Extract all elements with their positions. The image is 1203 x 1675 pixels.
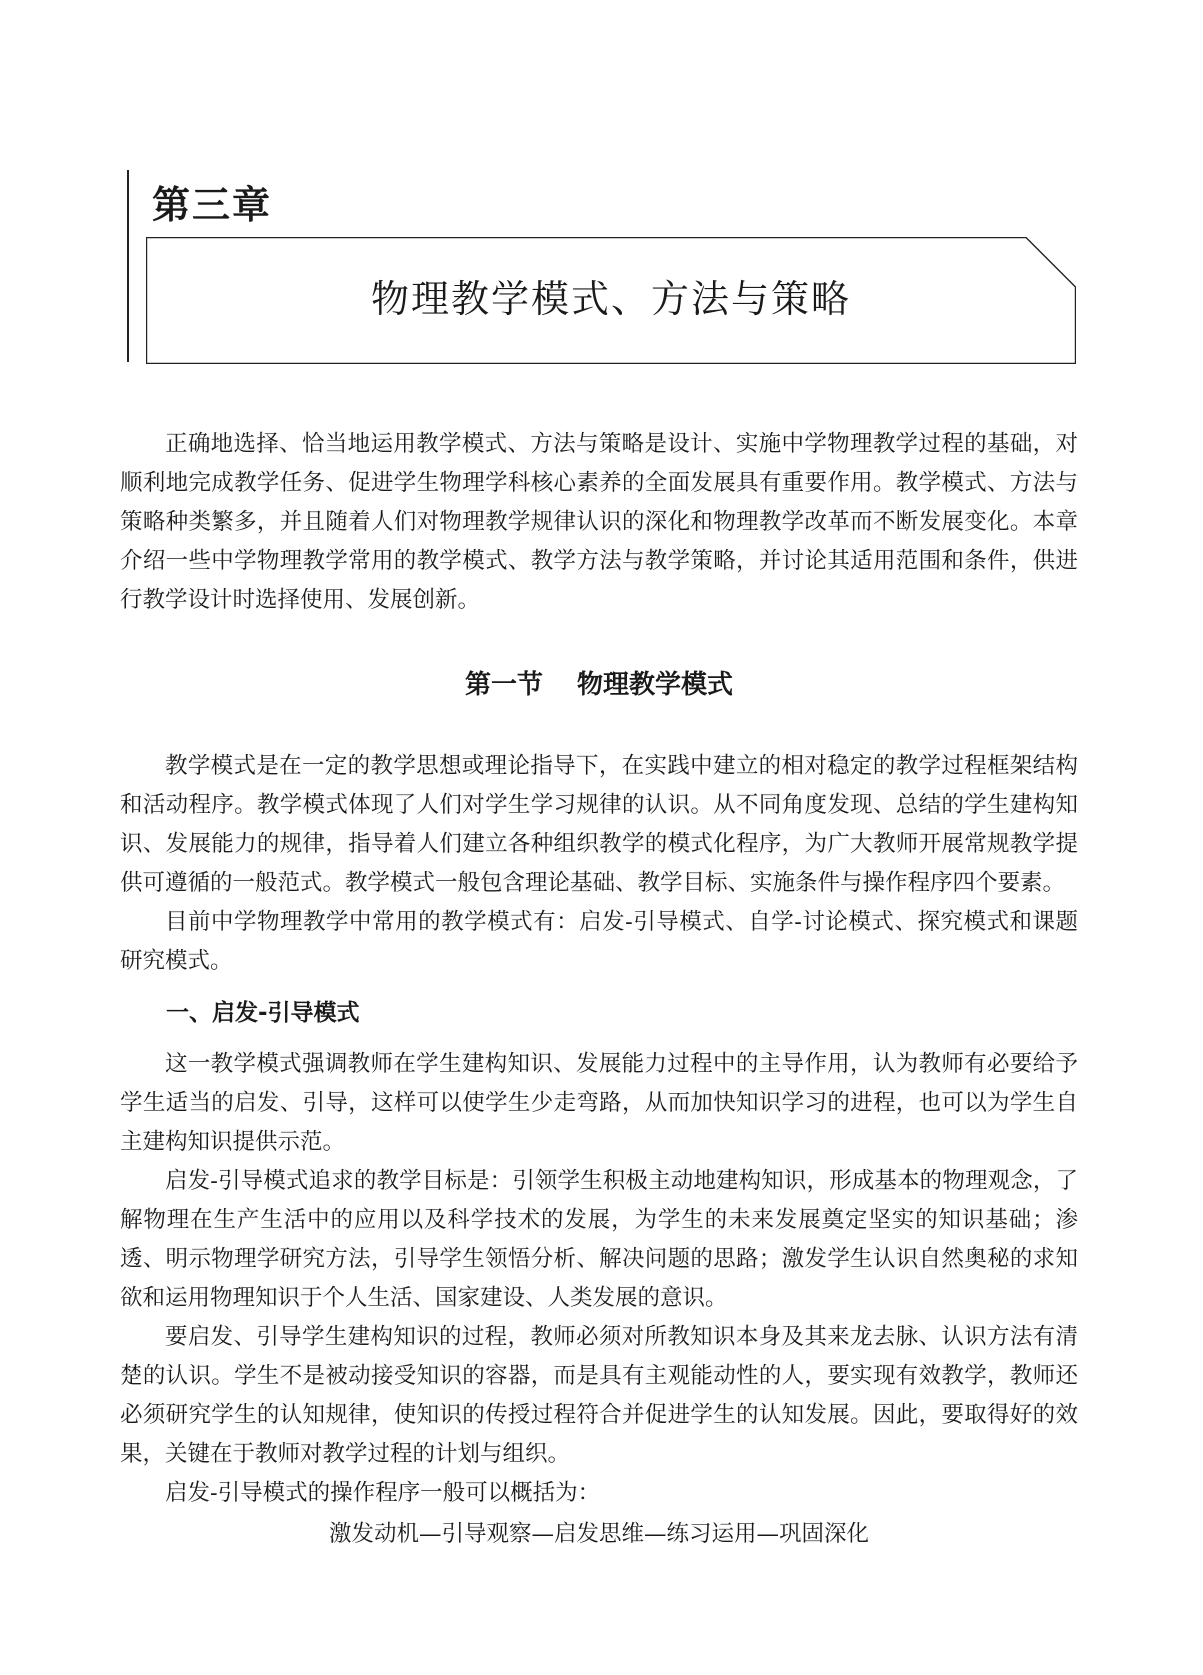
body-paragraph: 要启发、引导学生建构知识的过程，教师必须对所教知识本身及其来龙去脉、认识方法有清楚的认识。学生不是被动接受知识的容器，而是具有主观能动性的人，要实现有效教学，教师还必须研究学生的认知规律，使知识的传授过程符合并促进学生的认知发展。因此，要取得好的效果，关键在于教师对教学过程的计划与组织。	[120, 1324, 1078, 1468]
body-paragraph: 目前中学物理教学中常用的教学模式有：启发-引导模式、自学-讨论模式、探究模式和课题研究模式。	[120, 909, 1078, 975]
section-number: 第一节	[464, 670, 543, 700]
body-paragraph: 这一教学模式强调教师在学生建构知识、发展能力过程中的主导作用，认为教师有必要给予学生适当的启发、引导，这样可以使学生少走弯路，从而加快知识学习的进程，也可以为学生自主建构知识提供示范。	[120, 1051, 1078, 1156]
intro-paragraph: 正确地选择、恰当地运用教学模式、方法与策略是设计、实施中学物理教学过程的基础，对顺利地完成教学任务、促进学生物理学科核心素养的全面发展具有重要作用。教学模式、方法与策略种类繁多，并且随着人们对物理教学规律认识的深化和物理教学改革而不断发展变化。本章介绍一些中学物理教学常用的教学模式、教学方法与教学策略，并讨论其适用范围和条件，供进行教学设计时选择使用、发展创新。	[120, 431, 1078, 613]
chapter-label: 第三章	[152, 183, 273, 227]
body-paragraph: 启发-引导模式的操作程序一般可以概括为：	[165, 1480, 601, 1507]
subsection-heading: 一、启发-引导模式	[166, 1000, 360, 1027]
chapter-side-rule	[127, 170, 129, 362]
page-content	[120, 425, 1078, 1554]
body-paragraph: 启发-引导模式追求的教学目标是：引领学生积极主动地建构知识，形成基本的物理观念，了解物理在生产生活中的应用以及科学技术的发展，为学生的未来发展奠定坚实的知识基础；渗透、明示物理学研究方法，引导学生领悟分析、解决问题的思路；激发学生认识自然奥秘的求知欲和运用物理知识于个人生活、国家建设、人类发展的意识。	[120, 1168, 1078, 1312]
procedure-sequence: 激发动机—引导观察—启发思维—练习运用—巩固深化	[328, 1521, 869, 1548]
body-paragraph: 教学模式是在一定的教学思想或理论指导下，在实践中建立的相对稳定的教学过程框架结构和活动程序。教学模式体现了人们对学生学习规律的认识。从不同角度发现、总结的学生建构知识、发展能力的规律，指导着人们建立各种组织教学的模式化程序，为广大教师开展常规教学提供可遵循的一般范式。教学模式一般包含理论基础、教学目标、实施条件与操作程序四个要素。	[120, 753, 1078, 897]
section-heading	[120, 670, 1078, 701]
chapter-title: 物理教学模式、方法与策略	[370, 277, 851, 321]
chapter-title-box	[146, 237, 1076, 364]
section-title: 物理教学模式	[577, 670, 734, 700]
